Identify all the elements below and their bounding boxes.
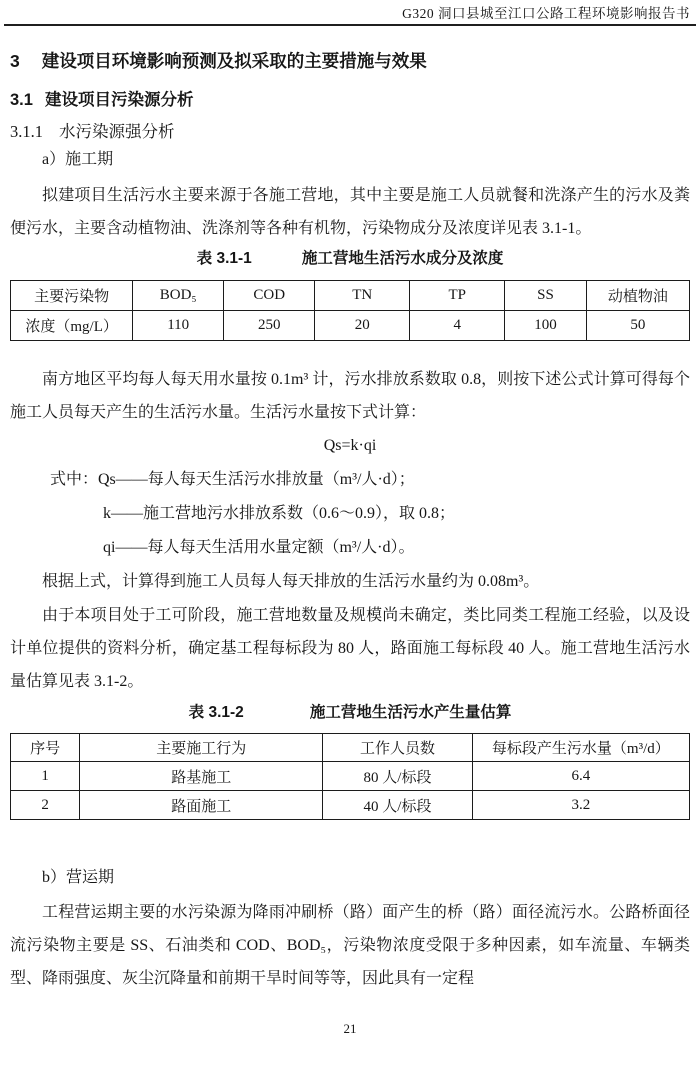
paragraph-calc-result: 根据上式，计算得到施工人员每人每天排放的生活污水量约为 0.08m³。 [42,573,540,590]
paragraph-construction-intro: 拟建项目生活污水主要来源于各施工营地，其中主要是施工人员就餐和洗涤产生的污水及粪便污水，主要含动植物油、洗涤剂等各种有机物，污染物成分及浓度详见表 3.1-1。 [10,187,690,237]
table-cell: 100 [505,311,586,341]
table1-caption-title: 施工营地生活污水成分及浓度 [301,250,504,267]
table-cell: 路基施工 [80,762,323,791]
table-header-cell: TN [315,281,410,311]
header-rule [4,24,696,26]
heading-number: 3.1 [10,91,33,109]
table-header-cell: 动植物油 [586,281,689,311]
paragraph-operation-runoff: 工程营运期主要的水污染源为降雨冲刷桥（路）面产生的桥（路）面径流污水。公路桥面径流污染物主要是 SS、石油类和 COD、BOD₅，污染物浓度受限于多种因素，如车流量、车辆类型、降雨强度、灰尘沉降量和前期干旱时间等等，因此具有一定程 [10,904,690,987]
table-cell: 路面施工 [80,791,323,820]
table-header-cell: SS [505,281,586,311]
table-cell: 3.2 [472,791,689,820]
table-sewage-output-estimate [10,733,690,820]
table-header-cell: 主要施工行为 [80,734,323,762]
table2-caption-label: 表 3.1-2 [188,704,244,721]
table-cell: 110 [133,311,224,341]
paragraph-water-usage: 南方地区平均每人每天用水量按 0.1m³ 计，污水排放系数取 0.8，则按下述公式计算可得每个施工人员每天产生的生活污水量。生活污水量按下式计算： [10,371,690,421]
table-row [11,762,690,791]
construction-phase-label: a）施工期 [42,151,114,168]
table-row [11,311,690,341]
operation-phase-label: b）营运期 [42,869,115,886]
table-header-cell: BOD₅ [133,281,224,311]
formula-note-qi: qi——每人每天生活用水量定额（m³/人·d）。 [103,539,415,556]
formula-note-qs: 式中：Qs——每人每天生活污水排放量（m³/人·d）； [50,471,415,488]
table-row [11,791,690,820]
formula-equation: Qs=k·qi [323,437,377,454]
heading-section-3-1-1 [10,121,690,143]
table-cell: 250 [224,311,315,341]
table-cell: 50 [586,311,689,341]
heading-section-3-1 [10,89,690,111]
table-cell: 1 [11,762,80,791]
table-cell: 4 [410,311,505,341]
heading-chapter-3 [10,49,690,73]
table-header-cell: COD [224,281,315,311]
heading-number: 3.1.1 [10,122,43,141]
table-cell: 2 [11,791,80,820]
table-header-row [11,734,690,762]
heading-text: 水污染源强分析 [59,122,175,141]
table2-caption [10,701,690,725]
table1-caption [10,247,690,271]
table-sewage-composition [10,280,690,341]
page-header-title: G320 洞口县城至江口公路工程环境影响报告书 [402,6,690,21]
heading-text: 建设项目环境影响预测及拟采取的主要措施与效果 [41,51,427,71]
table-header-cell: 每标段产生污水量（m³/d） [472,734,689,762]
heading-text: 建设项目污染源分析 [44,91,194,109]
table-cell: 80 人/标段 [323,762,472,791]
table-header-cell: 工作人员数 [323,734,472,762]
table1-caption-label: 表 3.1-1 [196,250,252,267]
formula-note-k: k——施工营地污水排放系数（0.6～0.9），取 0.8； [103,505,456,522]
table-row-label: 浓度（mg/L） [11,311,133,341]
paragraph-camp-estimate: 由于本项目处于工可阶段，施工营地数量及规模尚未确定，类比同类工程施工经验，以及设计单位提供的资料分析，确定基工程每标段为 80 人，路面施工每标段 40 人。施工营地生活污水量估算见表 3.1-2。 [10,607,690,690]
page-number: 21 [343,1021,357,1036]
table-header-cell: 主要污染物 [11,281,133,311]
heading-number: 3 [10,51,20,71]
table-cell: 20 [315,311,410,341]
table2-caption-title: 施工营地生活污水产生量估算 [309,704,512,721]
table-cell: 40 人/标段 [323,791,472,820]
table-header-cell: 序号 [11,734,80,762]
table-header-row [11,281,690,311]
table-cell: 6.4 [472,762,689,791]
table-header-cell: TP [410,281,505,311]
